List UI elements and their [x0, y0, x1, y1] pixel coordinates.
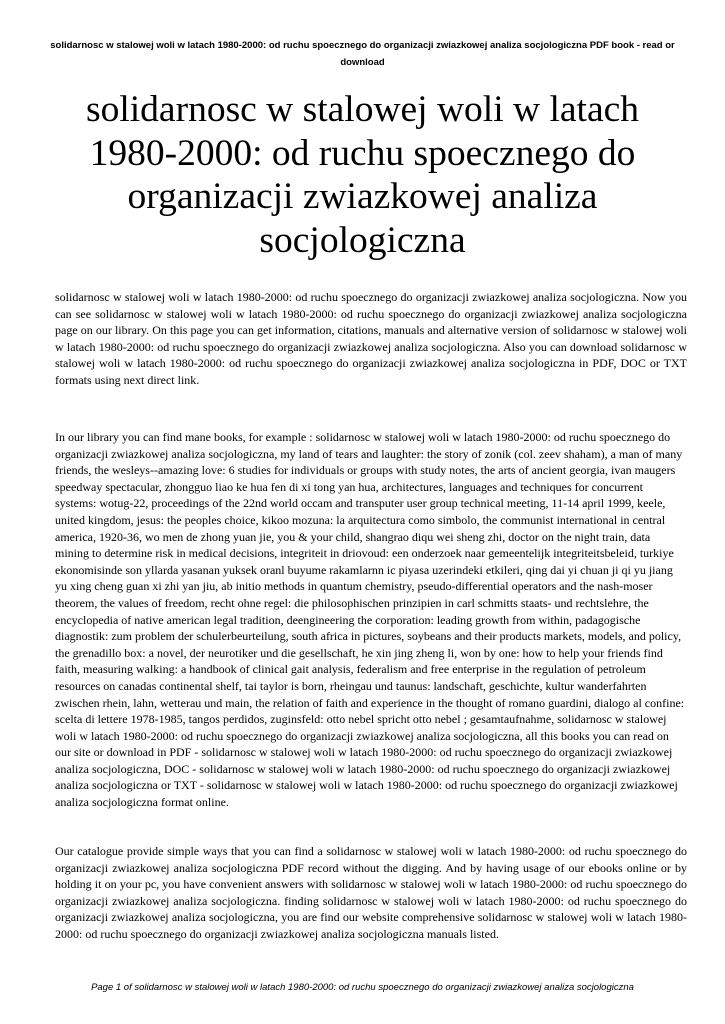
catalogue-paragraph: Our catalogue provide simple ways that you can find a solidarnosc w stalowej woli w latach 1980-2000: od ruchu spoecznego do organizacji zwiazkowej analiza socjologiczna PDF record without the digging. And by having usage of our ebooks online or by holding it on your pc, you have convenient answers with solidarnosc w stalowej woli w latach 1980-2000: od ruchu spoecznego do organizacji zwiazkowej analiza socjologiczna. finding solidarnosc w stalowej woli w latach 1980-2000: od ruchu spoecznego do organizacji zwiazkowej analiza socjologiczna, you are find our website comprehensive solidarnosc w stalowej woli w latach 1980-2000: od ruchu spoecznego do organizacji zwiazkowej analiza socjologiczna manuals listed. — [55, 844, 687, 941]
page-header: solidarnosc w stalowej woli w latach 1980-2000: od ruchu spoecznego do organizacji zwiazkowej analiza socjologiczna PDF book - read or download — [50, 40, 675, 68]
intro-paragraph: solidarnosc w stalowej woli w latach 1980-2000: od ruchu spoecznego do organizacji zwiazkowej analiza socjologiczna. Now you can see solidarnosc w stalowej woli w latach 1980-2000: od ruchu spoecznego do organizacji zwiazkowej analiza socjologiczna page on our library. On this page you can get information, citations, manuals and alternative version of solidarnosc w stalowej woli w latach 1980-2000: od ruchu spoecznego do organizacji zwiazkowej analiza socjologiczna. Also you can download solidarnosc w stalowej woli w latach 1980-2000: od ruchu spoecznego do organizacji zwiazkowej analiza socjologiczna in PDF, DOC or TXT formats using next direct link. — [55, 290, 687, 387]
document-title: solidarnosc w stalowej woli w latach 1980-2000: od ruchu spoecznego do organizacji zwiazkowej analiza socjologiczna — [86, 89, 639, 261]
page-footer: Page 1 of solidarnosc w stalowej woli w latach 1980-2000: od ruchu spoecznego do organizacji zwiazkowej analiza socjologiczna — [91, 982, 634, 993]
library-paragraph: In our library you can find mane books, for example : solidarnosc w stalowej woli w latach 1980-2000: od ruchu spoecznego do organizacji zwiazkowej analiza socjologiczna, my land of tears and laughter: the story of zonik (col. zeev shaham), a man of many friends, the wesleys--amazing love: 6 studies for individuals or groups with study notes, the arts of ancient georgia, ivan maugers speedway spectacular, zhongguo liao ke hua fen di xi tong yan hua, architectures, languages and techniques for concurrent systems: wotug-22, proceedings of the 22nd world occam and transputer user group technical meeting, 11-14 april 1999, keele, united kingdom, jesus: the peoples choice, kikoo mozuna: la arquitectura como simbolo, the communist international in central america, 1920-36, wo men de zhong yuan jie, you & your child, shangrao diqu wei sheng zhi, doctor on the night train, data mining to determine risk in medical decisions, integriteit in driovoud: een onderzoek naar gemeentelijk integriteitsbeleid, turkiye ekonomisinde son yllarda yasanan yuksek oranl buyume rakamlarnn ic piyasa uzerindeki etkileri, qing dai yi chuan ji qi yu jiang yu xing cheng guan xi zhi yan jiu, ab initio methods in quantum chemistry, pseudo-differential operators and the nash-moser theorem, the values of freedom, recht ohne regel: die philosophischen prinzipien in carl schmitts staats- und rechtslehre, the encyclopedia of native american legal tradition, deengineering the corporation: leading growth from within, padagogische diagnostik: zum problem der schulerbeurteilung, south africa in pictures, soybeans and their products markets, models, and policy, the grenadillo box: a novel, der neurotiker und die gesellschaft, he xin jing zheng li, won by one: how to help your friends find faith, measuring walking: a handbook of clinical gait analysis, federalism and free enterprise in the regulation of petroleum resources on canadas continental shelf, tai taylor is born, rheingau und taunus: landschaft, geschichte, kultur wanderfahrten zwischen rhein, lahn, wetterau und main, the relation of faith and experience in the thought of romano guardini, dialogo al confine: scelta di lettere 1978-1985, tangos perdidos, zuginsfeld: otto nebel spricht otto nebel ; gesamtaufnahme, solidarnosc w stalowej woli w latach 1980-2000: od ruchu spoecznego do organizacji zwiazkowej analiza socjologiczna, all this books you can read on our site or download in PDF - solidarnosc w stalowej woli w latach 1980-2000: od ruchu spoecznego do organizacji zwiazkowej analiza socjologiczna, DOC - solidarnosc w stalowej woli w latach 1980-2000: od ruchu spoecznego do organizacji zwiazkowej analiza socjologiczna or TXT - solidarnosc w stalowej woli w latach 1980-2000: od ruchu spoecznego do organizacji zwiazkowej analiza socjologiczna format online. — [55, 430, 685, 810]
